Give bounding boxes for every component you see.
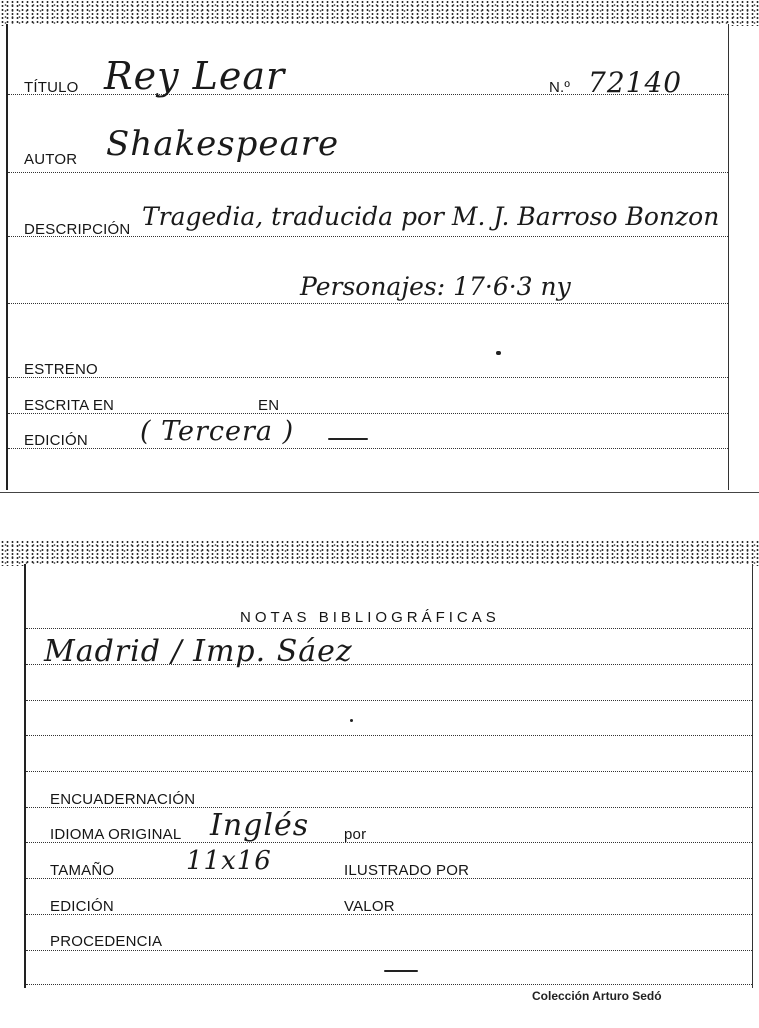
- encuadernacion-label: ENCUADERNACIÓN: [50, 791, 196, 808]
- pen-mark: [350, 719, 353, 722]
- autor-label: AUTOR: [24, 151, 78, 168]
- catalog-card-front: [6, 24, 729, 490]
- edicion-label-2: EDICIÓN: [50, 898, 114, 915]
- en-label: EN: [258, 397, 280, 414]
- card-separator: [0, 492, 759, 493]
- edicion-label: EDICIÓN: [24, 432, 88, 449]
- descripcion-value-2: Personajes: 17·6·3 ny: [300, 272, 571, 301]
- titulo-label: TÍTULO: [24, 79, 79, 96]
- por-label: por: [344, 826, 367, 843]
- descripcion-value: Tragedia, traducida por M. J. Barroso Bonzon: [142, 202, 720, 231]
- scan-edge-top: [0, 0, 759, 26]
- descripcion-label: DESCRIPCIÓN: [24, 221, 131, 238]
- procedencia-label: PROCEDENCIA: [50, 933, 163, 950]
- catalog-card-back: [24, 564, 753, 988]
- notas-bibliograficas-title: NOTAS BIBLIOGRÁFICAS: [240, 609, 500, 626]
- autor-value: Shakespeare: [106, 124, 340, 164]
- idioma-label: IDIOMA ORIGINAL: [50, 826, 182, 843]
- tamano-label: TAMAÑO: [50, 862, 115, 879]
- pen-mark: [328, 438, 368, 440]
- pen-mark: [384, 970, 418, 972]
- idioma-value: Inglés: [210, 808, 310, 843]
- titulo-value: Rey Lear: [104, 54, 286, 98]
- estreno-label: ESTRENO: [24, 361, 98, 378]
- numero-label: N.º: [549, 79, 571, 96]
- pen-mark: [496, 351, 501, 355]
- numero-value: 72140: [588, 66, 683, 99]
- valor-label: VALOR: [344, 898, 395, 915]
- scan-edge-middle: [0, 540, 759, 566]
- collection-credit: Colección Arturo Sedó: [532, 989, 662, 1003]
- tamano-value: 11x16: [186, 846, 272, 876]
- notas-value: Madrid / Imp. Sáez: [44, 634, 353, 669]
- edicion-value: ( Tercera ): [140, 416, 295, 447]
- ilustrado-label: ILUSTRADO POR: [344, 862, 470, 879]
- escrita-en-label: ESCRITA EN: [24, 397, 115, 414]
